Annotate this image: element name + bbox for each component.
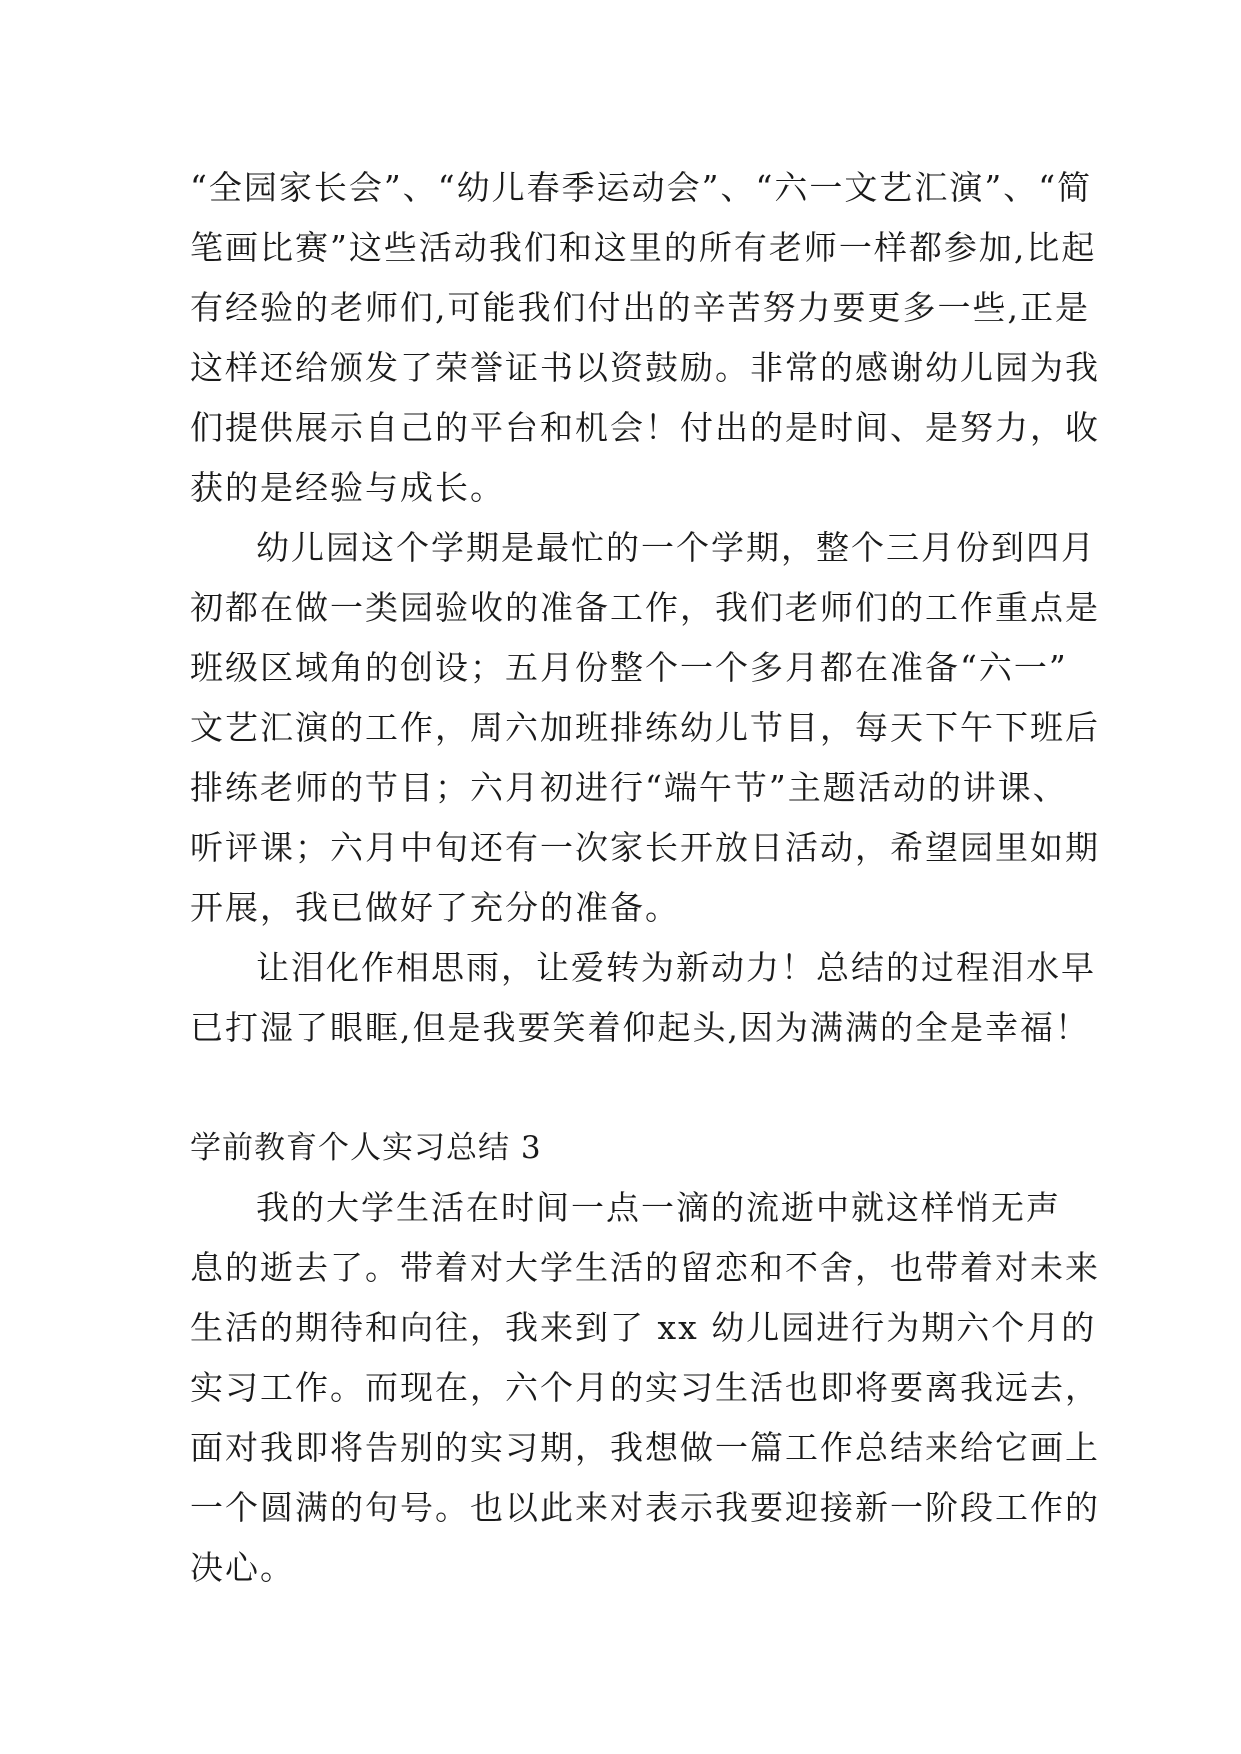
text-line: 一个圆满的句号。也以此来对表示我要迎接新一阶段工作的 xyxy=(190,1488,1100,1527)
text-line: 我的大学生活在时间一点一滴的流逝中就这样悄无声 xyxy=(256,1188,1061,1227)
text-line: 决心。 xyxy=(190,1548,295,1587)
text-line: 笔画比赛”这些活动我们和这里的所有老师一样都参加,比起 xyxy=(190,228,1097,267)
text-line: 实习工作。而现在，六个月的实习生活也即将要离我远去， xyxy=(190,1368,1100,1407)
text-line: 们提供展示自己的平台和机会！付出的是时间、是努力，收 xyxy=(190,408,1100,447)
text-line: “全园家长会”、“幼儿春季运动会”、“六一文艺汇演”、“简 xyxy=(190,168,1093,207)
text-line: 这样还给颁发了荣誉证书以资鼓励。非常的感谢幼儿园为我 xyxy=(190,348,1100,387)
section-heading: 学前教育个人实习总结 3 xyxy=(190,1130,542,1166)
text-line: 初都在做一类园验收的准备工作，我们老师们的工作重点是 xyxy=(190,588,1100,627)
text-line: 有经验的老师们,可能我们付出的辛苦努力要更多一些,正是 xyxy=(190,288,1090,327)
text-line: 生活的期待和向往，我来到了 xx 幼儿园进行为期六个月的 xyxy=(190,1308,1097,1347)
document-page xyxy=(190,158,1100,1598)
text-line: 让泪化作相思雨，让爱转为新动力！总结的过程泪水早 xyxy=(256,948,1096,987)
text-line: 开展，我已做好了充分的准备。 xyxy=(190,888,680,927)
text-line: 幼儿园这个学期是最忙的一个学期，整个三月份到四月 xyxy=(256,528,1096,567)
text-line: 面对我即将告别的实习期，我想做一篇工作总结来给它画上 xyxy=(190,1428,1100,1467)
text-line: 获的是经验与成长。 xyxy=(190,468,505,507)
text-line: 排练老师的节目；六月初进行“端午节”主题活动的讲课、 xyxy=(190,768,1068,807)
text-line: 文艺汇演的工作，周六加班排练幼儿节目，每天下午下班后 xyxy=(190,708,1100,747)
paragraph-conclusion xyxy=(190,938,1096,1058)
text-line: 已打湿了眼眶,但是我要笑着仰起头,因为满满的全是幸福！ xyxy=(190,1008,1090,1047)
paragraph-activities xyxy=(190,158,1100,518)
paragraph-semester xyxy=(190,518,1100,938)
paragraph-intro xyxy=(190,1178,1100,1598)
text-line: 听评课；六月中旬还有一次家长开放日活动，希望园里如期 xyxy=(190,828,1100,867)
text-line: 班级区域角的创设；五月份整个一个多月都在准备“六一” xyxy=(190,648,1068,687)
text-line: 息的逝去了。带着对大学生活的留恋和不舍，也带着对未来 xyxy=(190,1248,1100,1287)
